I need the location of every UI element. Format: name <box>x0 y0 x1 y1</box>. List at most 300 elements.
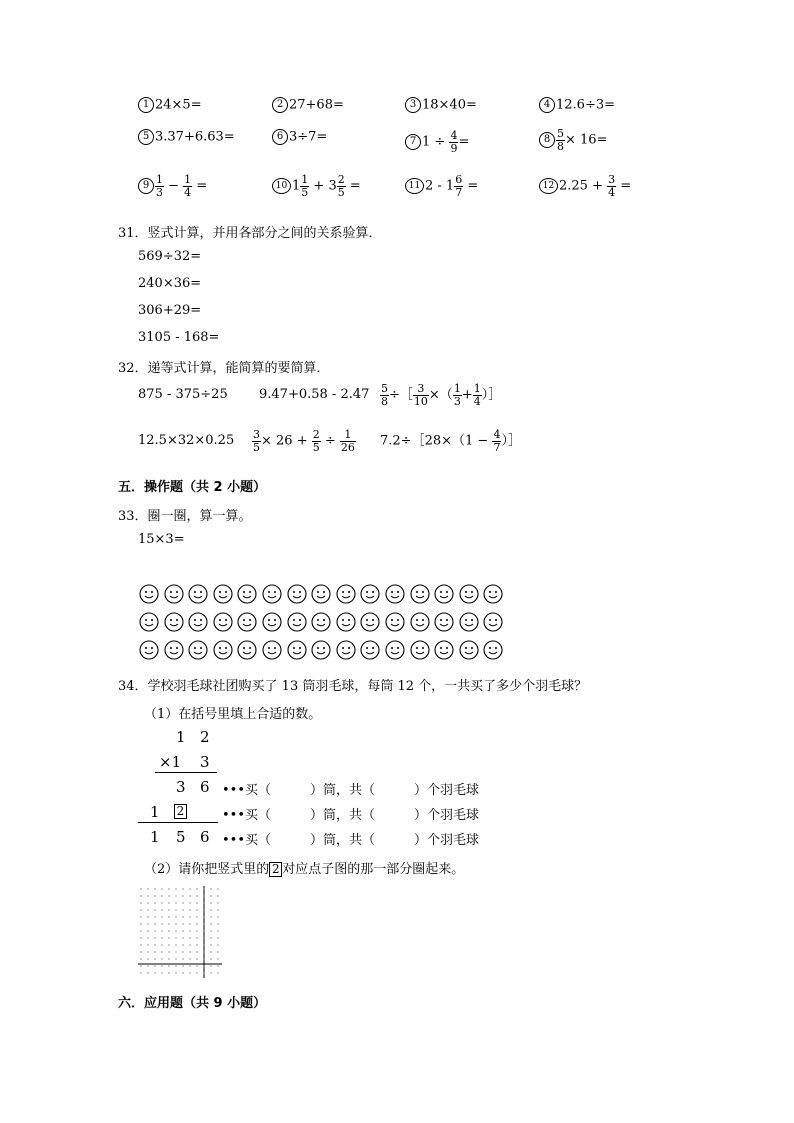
fraction <box>252 429 261 453</box>
dot <box>182 923 183 924</box>
dot <box>161 916 162 917</box>
numerator: 4 <box>493 428 501 441</box>
numerator: 2 <box>337 173 345 186</box>
smiley-row <box>139 584 519 612</box>
dot <box>154 951 155 952</box>
fraction <box>183 174 192 198</box>
dot <box>154 958 155 959</box>
dot <box>210 944 211 945</box>
dot <box>196 916 197 917</box>
expr-post: = <box>458 134 470 150</box>
smiley-face-icon <box>139 640 159 660</box>
dot <box>140 930 141 931</box>
dot <box>161 909 162 910</box>
q30-item-10 <box>272 174 361 198</box>
numerator: 4 <box>450 129 458 142</box>
smiley-face-icon <box>164 612 184 632</box>
dot <box>154 902 155 903</box>
expr: 3÷7= <box>289 129 328 145</box>
smiley-face-icon <box>262 584 282 604</box>
dot <box>189 888 190 889</box>
dot <box>210 951 211 952</box>
numerator: 5 <box>381 382 388 395</box>
dot <box>140 923 141 924</box>
fraction <box>155 174 164 198</box>
fraction <box>607 174 616 198</box>
dot <box>154 909 155 910</box>
dot <box>154 930 155 931</box>
dot <box>140 909 141 910</box>
numerator: 1 <box>184 173 192 186</box>
dot <box>175 965 176 966</box>
dot <box>175 951 176 952</box>
boxed-digit <box>174 804 187 819</box>
dot <box>140 902 141 903</box>
dot <box>147 888 148 889</box>
dot <box>196 958 197 959</box>
dot <box>210 895 211 896</box>
dot <box>203 937 204 938</box>
dot <box>182 965 183 966</box>
dot <box>154 895 155 896</box>
dot <box>203 909 204 910</box>
smiley-face-icon <box>237 584 257 604</box>
dot <box>168 958 169 959</box>
smiley-face-icon <box>385 640 405 660</box>
dot <box>196 944 197 945</box>
fraction <box>300 174 309 198</box>
smiley-face-icon <box>188 584 208 604</box>
smiley-row <box>139 640 519 668</box>
dot <box>189 909 190 910</box>
circled-number-5: 5 <box>138 129 154 145</box>
smiley-face-icon <box>483 640 503 660</box>
dot <box>175 895 176 896</box>
vert-digit: 6 <box>200 828 210 846</box>
q30-item-3 <box>405 97 477 113</box>
smiley-face-icon <box>385 584 405 604</box>
expr-post: = <box>616 178 632 194</box>
fraction <box>340 429 356 453</box>
q30-item-12 <box>539 174 631 198</box>
q32-expr-f <box>380 429 521 453</box>
q34-note: •••买（ ）筒，共（ ）个羽毛球 <box>222 833 480 848</box>
q32-expr-a: 875 - 375÷25 <box>138 387 228 402</box>
dot <box>175 902 176 903</box>
dot <box>203 951 204 952</box>
circled-number-7: 7 <box>405 134 421 150</box>
dot <box>147 965 148 966</box>
dot <box>161 902 162 903</box>
dot <box>161 972 162 973</box>
smiley-grid <box>139 584 519 668</box>
dot <box>217 958 218 959</box>
smiley-row <box>139 612 519 640</box>
smiley-face-icon <box>336 584 356 604</box>
smiley-face-icon <box>410 640 430 660</box>
dot <box>147 902 148 903</box>
smiley-face-icon <box>237 612 257 632</box>
circled-number-11: 11 <box>405 178 424 194</box>
q30-item-4 <box>539 97 615 113</box>
q30-item-7 <box>405 130 469 154</box>
dot <box>168 888 169 889</box>
smiley-face-icon <box>336 612 356 632</box>
dot <box>168 909 169 910</box>
dot <box>189 951 190 952</box>
smiley-face-icon <box>262 612 282 632</box>
dot <box>140 951 141 952</box>
circled-number-10: 10 <box>272 178 291 194</box>
q34-note: •••买（ ）筒，共（ ）个羽毛球 <box>222 808 480 823</box>
smiley-face-icon <box>188 612 208 632</box>
smiley-face-icon <box>262 640 282 660</box>
denominator: 26 <box>340 440 355 454</box>
numerator: 1 <box>301 173 309 186</box>
boxed-two: 2 <box>174 804 187 819</box>
denominator: 5 <box>253 440 260 454</box>
dot <box>161 930 162 931</box>
dot <box>203 958 204 959</box>
dot <box>196 965 197 966</box>
expr: 27+68= <box>289 97 344 113</box>
vert-digit: 1 <box>150 803 160 821</box>
denominator: 4 <box>608 185 616 199</box>
dot-array <box>138 884 224 980</box>
vert-digit: 3 <box>176 778 186 796</box>
fraction <box>380 383 389 407</box>
rule-line <box>155 772 217 773</box>
q33-title: 33．圈一圈，算一算。 <box>118 509 252 524</box>
dot <box>140 888 141 889</box>
dot <box>182 895 183 896</box>
dot <box>147 972 148 973</box>
dot <box>182 909 183 910</box>
smiley-face-icon <box>410 612 430 632</box>
expr-part: ×（ <box>428 387 453 403</box>
part2-text: 对应点子图的那一部分圈起来。 <box>282 862 465 877</box>
fraction <box>454 174 463 198</box>
q32-expr-e <box>252 429 356 453</box>
dot <box>189 923 190 924</box>
expr-pre: 1 <box>292 178 301 194</box>
expr: 24×5= <box>155 97 202 113</box>
expr-part: 7.2÷［28×（1 − <box>380 433 493 449</box>
q31-title: 31．竖式计算，并用各部分之间的关系验算． <box>118 226 382 241</box>
smiley-face-icon <box>434 584 454 604</box>
dot <box>203 895 204 896</box>
dot <box>196 972 197 973</box>
dot <box>154 965 155 966</box>
smiley-face-icon <box>360 640 380 660</box>
denominator: 3 <box>453 394 461 408</box>
expr-part: + <box>461 387 473 403</box>
dot <box>189 944 190 945</box>
q31-item: 306+29= <box>138 303 202 318</box>
expr: 12.6÷3= <box>556 97 616 113</box>
dot <box>168 937 169 938</box>
dot <box>154 944 155 945</box>
section-heading: 六．应用题（共 9 小题） <box>118 996 267 1011</box>
numerator: 1 <box>340 429 356 442</box>
dot <box>168 965 169 966</box>
expr-mid: + 3 <box>309 178 337 194</box>
q30-item-11 <box>405 174 478 198</box>
expr-pre: 2.25 + <box>559 178 608 194</box>
denominator: 5 <box>312 440 320 454</box>
dot <box>147 958 148 959</box>
numerator: 3 <box>253 428 260 441</box>
dot <box>217 923 218 924</box>
smiley-face-icon <box>385 612 405 632</box>
dot <box>161 965 162 966</box>
circled-number-6: 6 <box>272 129 288 145</box>
smiley-face-icon <box>410 584 430 604</box>
smiley-face-icon <box>213 584 233 604</box>
denominator: 8 <box>557 139 564 153</box>
dot <box>189 958 190 959</box>
expr-part: × 26 + <box>261 433 312 449</box>
numerator: 1 <box>156 173 163 186</box>
dot <box>161 944 162 945</box>
denominator: 5 <box>337 185 345 199</box>
dot <box>210 923 211 924</box>
dot <box>217 965 218 966</box>
dot <box>147 909 148 910</box>
dot <box>154 923 155 924</box>
dot <box>196 951 197 952</box>
circled-number-1: 1 <box>138 97 154 113</box>
dot <box>168 951 169 952</box>
smiley-face-icon <box>311 640 331 660</box>
dot <box>168 930 169 931</box>
dot <box>140 937 141 938</box>
dot <box>147 923 148 924</box>
dot <box>168 895 169 896</box>
vert-digit: 3 <box>200 753 210 771</box>
circled-number-4: 4 <box>539 97 555 113</box>
dot <box>210 930 211 931</box>
dot <box>140 958 141 959</box>
q32-expr-c <box>380 383 501 407</box>
denominator: 9 <box>450 141 458 155</box>
dot <box>203 965 204 966</box>
vert-digit: 1 <box>150 828 160 846</box>
expr-part: ）］ <box>501 433 521 449</box>
dot <box>210 909 211 910</box>
q34-part1: （1）在括号里填上合适的数。 <box>144 707 322 722</box>
dot <box>182 944 183 945</box>
denominator: 5 <box>301 185 309 199</box>
dot <box>196 930 197 931</box>
expr-pre: 1 ÷ <box>422 134 450 150</box>
dot <box>203 902 204 903</box>
dot <box>161 923 162 924</box>
fraction <box>556 128 565 152</box>
denominator: 4 <box>184 185 192 199</box>
dot <box>175 923 176 924</box>
dot <box>203 916 204 917</box>
q32-expr-d: 12.5×32×0.25 <box>138 433 235 448</box>
smiley-face-icon <box>459 612 479 632</box>
denominator: 7 <box>455 185 463 199</box>
smiley-face-icon <box>360 612 380 632</box>
dot <box>203 930 204 931</box>
dot <box>203 944 204 945</box>
smiley-face-icon <box>188 640 208 660</box>
q30-item-1 <box>138 97 202 113</box>
denominator: 3 <box>156 185 163 199</box>
dot <box>175 972 176 973</box>
numerator: 1 <box>473 382 481 395</box>
dot <box>203 972 204 973</box>
smiley-face-icon <box>434 640 454 660</box>
dot <box>182 958 183 959</box>
dot <box>147 930 148 931</box>
dot <box>217 895 218 896</box>
denominator: 7 <box>493 440 501 454</box>
dot <box>203 923 204 924</box>
dot <box>161 895 162 896</box>
q30-item-8 <box>539 128 607 152</box>
vert-digit: 5 <box>176 828 186 846</box>
expr-post: = <box>463 178 479 194</box>
dot <box>147 951 148 952</box>
vert-digit: ×1 <box>159 753 182 771</box>
dot <box>196 923 197 924</box>
dot <box>147 895 148 896</box>
q34-title: 34．学校羽毛球社团购买了 13 筒羽毛球，每筒 12 个，一共买了多少个羽毛球？ <box>118 679 588 694</box>
dot <box>168 902 169 903</box>
expr-part: ÷ <box>320 433 340 449</box>
dot <box>161 958 162 959</box>
denominator: 8 <box>381 394 388 408</box>
vert-digit: 2 <box>200 728 210 746</box>
vert-digit: 6 <box>200 778 210 796</box>
q34-part2 <box>144 858 464 877</box>
dot <box>189 902 190 903</box>
smiley-face-icon <box>311 612 331 632</box>
dot <box>182 930 183 931</box>
q30-item-9 <box>138 174 207 198</box>
dot <box>161 951 162 952</box>
dot <box>210 916 211 917</box>
expr: 3.37+6.63= <box>155 129 235 145</box>
smiley-face-icon <box>164 584 184 604</box>
expr: 18×40= <box>422 97 477 113</box>
expr-post: = <box>345 178 361 194</box>
q32-expr-b: 9.47+0.58 - 2.47 <box>259 387 370 402</box>
dot <box>217 937 218 938</box>
dot <box>217 888 218 889</box>
smiley-face-icon <box>459 640 479 660</box>
rule-line <box>138 822 218 823</box>
denominator: 10 <box>413 394 428 408</box>
fraction <box>413 383 429 407</box>
dot <box>182 937 183 938</box>
dot <box>196 888 197 889</box>
dot <box>154 937 155 938</box>
dot <box>210 972 211 973</box>
section-heading: 五．操作题（共 2 小题） <box>118 480 267 495</box>
dot <box>182 972 183 973</box>
smiley-face-icon <box>360 584 380 604</box>
dot <box>161 937 162 938</box>
fraction <box>337 174 346 198</box>
expr-part: ）］ <box>481 387 502 403</box>
smiley-face-icon <box>311 584 331 604</box>
numerator: 6 <box>455 173 463 186</box>
dot <box>168 916 169 917</box>
numerator: 3 <box>413 383 429 396</box>
numerator: 5 <box>557 127 564 140</box>
dot <box>147 937 148 938</box>
numerator: 2 <box>312 428 320 441</box>
dot <box>182 902 183 903</box>
dot <box>210 902 211 903</box>
dot <box>168 972 169 973</box>
smiley-face-icon <box>237 640 257 660</box>
dot <box>147 916 148 917</box>
q30-item-5 <box>138 129 235 145</box>
dot <box>182 916 183 917</box>
dot <box>154 916 155 917</box>
q30-item-2 <box>272 97 344 113</box>
smiley-face-icon <box>459 584 479 604</box>
smiley-face-icon <box>287 612 307 632</box>
expr-mid: − <box>164 178 184 194</box>
dot <box>140 965 141 966</box>
expr-part: ÷［ <box>389 387 413 403</box>
smiley-face-icon <box>213 612 233 632</box>
dot <box>168 944 169 945</box>
dot <box>210 888 211 889</box>
dot <box>217 944 218 945</box>
circled-number-9: 9 <box>138 178 154 194</box>
q34-note: •••买（ ）筒，共（ ）个羽毛球 <box>222 783 480 798</box>
dot <box>182 888 183 889</box>
dot <box>217 972 218 973</box>
dot <box>196 909 197 910</box>
dot <box>210 958 211 959</box>
dot <box>175 909 176 910</box>
smiley-face-icon <box>213 640 233 660</box>
smiley-face-icon <box>483 584 503 604</box>
q30-item-6 <box>272 129 327 145</box>
expr-post: = <box>192 178 208 194</box>
dot <box>189 930 190 931</box>
dot <box>189 895 190 896</box>
expr-pre: 2 - 1 <box>425 178 455 194</box>
dot <box>175 944 176 945</box>
dot <box>140 944 141 945</box>
q31-item: 569÷32= <box>138 249 202 264</box>
dot <box>203 888 204 889</box>
fraction <box>312 429 321 453</box>
smiley-face-icon <box>483 612 503 632</box>
dot <box>140 916 141 917</box>
circled-number-3: 3 <box>405 97 421 113</box>
dot <box>154 972 155 973</box>
expr-post: × 16= <box>565 132 608 148</box>
smiley-face-icon <box>164 640 184 660</box>
dot <box>196 895 197 896</box>
numerator: 1 <box>453 382 461 395</box>
dot <box>189 965 190 966</box>
vert-digit: 1 <box>176 728 186 746</box>
dot <box>140 895 141 896</box>
dot <box>175 937 176 938</box>
